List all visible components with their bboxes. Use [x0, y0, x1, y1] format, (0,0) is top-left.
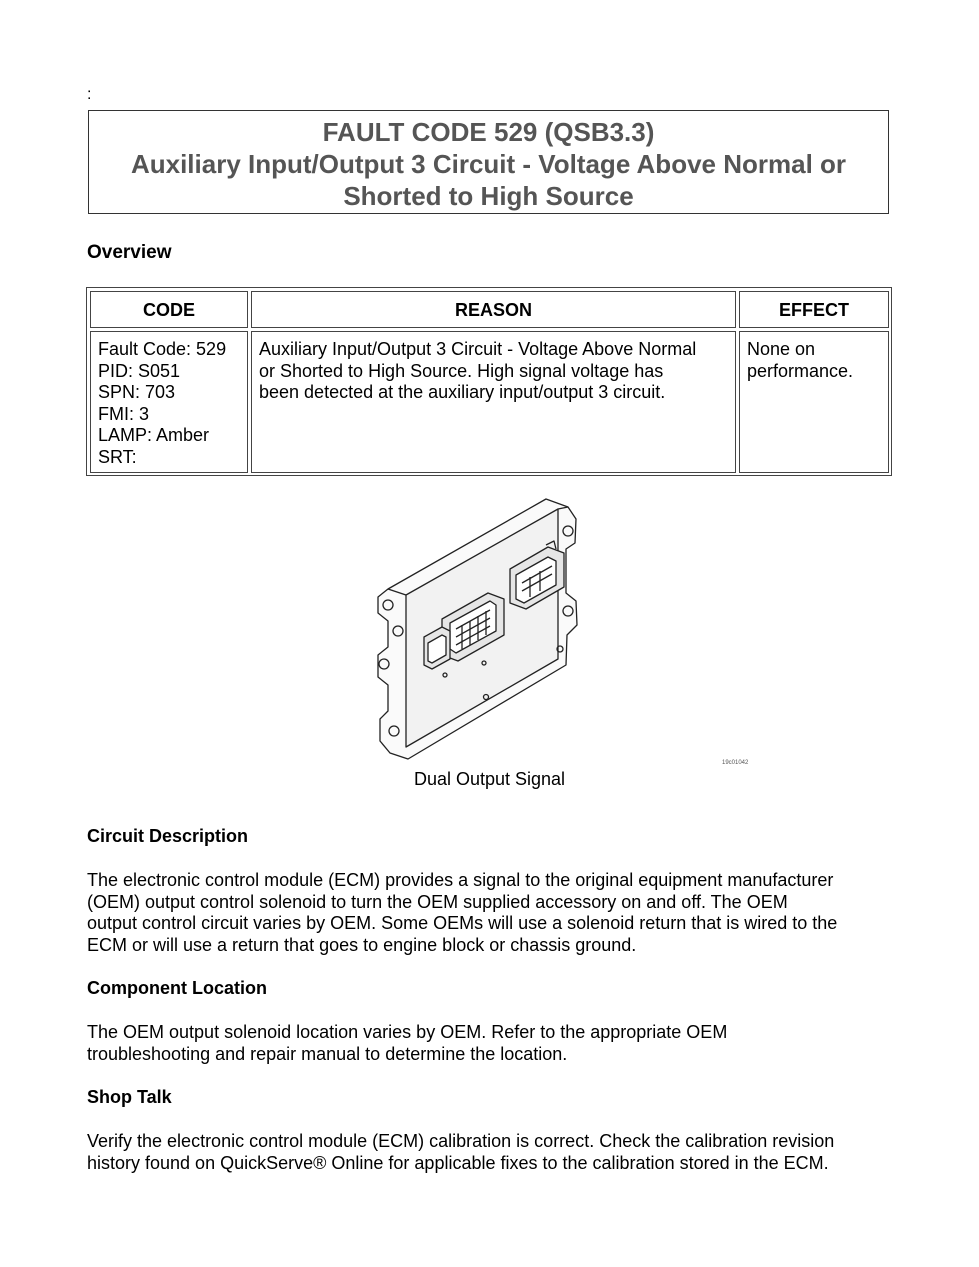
- fault-title-line-2: Auxiliary Input/Output 3 Circuit - Voltage Above Normal or: [130, 149, 847, 179]
- spn-value: SPN: 703: [98, 382, 176, 402]
- shop-talk-text: [87, 1131, 897, 1174]
- reason-line: or Shorted to High Source. High signal voltage has: [259, 360, 664, 381]
- reason-line: been detected at the auxiliary input/output 3 circuit.: [259, 382, 666, 402]
- paragraph-line: history found on QuickServe® Online for applicable fixes to the calibration stored in the ECM.: [87, 1152, 829, 1173]
- paragraph-line: The electronic control module (ECM) provides a signal to the original equipment manufacturer: [87, 870, 834, 890]
- figure-code: 19c01042: [722, 760, 749, 766]
- header-effect: EFFECT: [739, 291, 889, 328]
- reason-cell: [251, 331, 736, 473]
- header-reason: REASON: [251, 291, 736, 328]
- shop-talk-heading: Shop Talk: [87, 1087, 172, 1107]
- paragraph-line: The OEM output solenoid location varies by OEM. Refer to the appropriate OEM: [87, 1022, 728, 1042]
- ecm-drawing: [370, 497, 760, 767]
- fault-title-line-3: Shorted to High Source: [343, 181, 634, 211]
- paragraph-line: (OEM) output control solenoid to turn the OEM supplied accessory on and off. The OEM: [87, 891, 788, 912]
- effect-line: performance.: [747, 360, 854, 381]
- paragraph-line: output control circuit varies by OEM. Some OEMs will use a solenoid return that is wired to the: [87, 913, 838, 933]
- paragraph-line: Verify the electronic control module (ECM) calibration is correct. Check the calibration revision: [87, 1131, 835, 1151]
- overview-heading: Overview: [87, 242, 172, 263]
- header-code: CODE: [90, 291, 248, 328]
- pid-value: PID: S051: [98, 360, 181, 381]
- reason-line: Auxiliary Input/Output 3 Circuit - Voltage Above Normal: [259, 339, 697, 359]
- title-box: [88, 110, 889, 214]
- fault-code-value: Fault Code: 529: [98, 339, 227, 359]
- colon-mark: :: [87, 86, 92, 103]
- component-location-text: [87, 1022, 897, 1065]
- circuit-description-heading: Circuit Description: [87, 826, 249, 846]
- effect-line: None on: [747, 339, 816, 359]
- paragraph-line: ECM or will use a return that goes to engine block or chassis ground.: [87, 934, 637, 955]
- overview-table: [86, 287, 892, 476]
- srt-value: SRT:: [98, 446, 137, 467]
- ecm-illustration: [370, 497, 760, 767]
- figure-caption: Dual Output Signal: [413, 769, 566, 789]
- component-location-heading: Component Location: [87, 978, 267, 998]
- effect-cell: [739, 331, 889, 473]
- code-cell: [90, 331, 248, 473]
- fmi-value: FMI: 3: [98, 403, 150, 424]
- circuit-description-text: [87, 870, 897, 956]
- paragraph-line: troubleshooting and repair manual to determine the location.: [87, 1043, 568, 1064]
- fault-code-title: FAULT CODE 529 (QSB3.3): [322, 117, 655, 147]
- lamp-value: LAMP: Amber: [98, 425, 210, 445]
